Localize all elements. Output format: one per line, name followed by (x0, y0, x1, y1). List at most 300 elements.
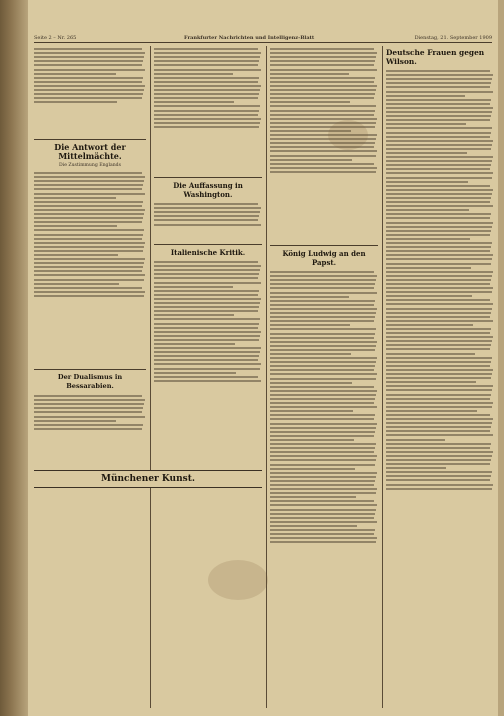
text-line (386, 389, 492, 391)
text-line (154, 355, 259, 357)
text-line (270, 60, 375, 62)
text-line (34, 81, 142, 83)
text-line (270, 398, 375, 400)
text-line (386, 398, 490, 400)
text-line (270, 414, 375, 416)
text-line (270, 287, 374, 289)
text-line (34, 250, 143, 252)
text-line (270, 382, 352, 384)
text-line (270, 85, 377, 87)
text-line (386, 303, 493, 305)
article-body (34, 46, 146, 136)
text-line (386, 181, 468, 183)
text-line (386, 385, 493, 387)
subhead-antwort: Die Zustimmung Englands (59, 163, 121, 168)
text-line (154, 363, 261, 365)
text-line (386, 103, 490, 105)
text-line (34, 73, 116, 75)
text-line (154, 93, 259, 95)
text-line (34, 213, 144, 215)
text-line (270, 480, 375, 482)
text-line (386, 189, 493, 191)
text-line (386, 168, 490, 170)
text-line (386, 160, 492, 162)
text-line (154, 114, 258, 116)
text-line (154, 372, 236, 374)
text-line (270, 496, 356, 498)
text-line (34, 197, 116, 199)
text-line (34, 89, 144, 91)
text-line (34, 101, 117, 103)
text-line (34, 411, 142, 413)
text-line (386, 365, 490, 367)
text-line (386, 295, 472, 297)
column-1 (34, 46, 146, 708)
text-line (270, 271, 374, 273)
text-line (386, 324, 473, 326)
text-line (154, 294, 258, 296)
text-line (34, 428, 142, 430)
newspaper-page (28, 0, 498, 716)
text-line (270, 279, 376, 281)
text-line (154, 331, 261, 333)
text-line (34, 407, 143, 409)
text-line (270, 150, 377, 152)
text-line (270, 509, 376, 511)
text-line (386, 164, 491, 166)
text-line (386, 299, 490, 301)
text-line (386, 426, 491, 428)
text-line (34, 399, 145, 401)
text-line (270, 114, 374, 116)
text-line (154, 290, 259, 292)
text-line (386, 144, 492, 146)
text-line (154, 69, 261, 71)
text-line (386, 430, 490, 432)
text-line (386, 279, 491, 281)
article-body (386, 68, 494, 708)
text-line (270, 378, 376, 380)
text-line (154, 286, 233, 288)
text-line (270, 541, 376, 543)
text-line (270, 93, 375, 95)
text-line (386, 107, 493, 109)
text-line (270, 333, 375, 335)
text-line (270, 410, 353, 412)
text-line (34, 52, 145, 54)
divider (154, 177, 262, 178)
headline-washington: Die Auffassung in Washington. (173, 181, 243, 199)
text-line (270, 110, 375, 112)
text-line (386, 377, 491, 379)
text-line (154, 56, 260, 58)
text-line (154, 219, 258, 221)
text-line (270, 283, 375, 285)
text-line (270, 296, 349, 298)
divider (34, 139, 146, 140)
text-line (270, 533, 374, 535)
column-4 (386, 46, 494, 708)
feature-headline-box (34, 470, 262, 488)
text-line (34, 64, 142, 66)
text-line (270, 320, 374, 322)
article-body (154, 259, 262, 449)
text-line (386, 471, 492, 473)
text-line (154, 261, 258, 263)
text-line (34, 279, 144, 281)
article-body (34, 170, 146, 366)
text-line (154, 207, 261, 209)
text-line (154, 327, 258, 329)
text-line (386, 479, 490, 481)
text-line (34, 395, 142, 397)
text-line (270, 406, 377, 408)
text-line (386, 217, 490, 219)
text-line (386, 136, 490, 138)
text-line (386, 332, 490, 334)
text-line (34, 93, 143, 95)
text-line (386, 316, 490, 318)
text-line (270, 118, 377, 120)
text-line (386, 213, 491, 215)
text-line (386, 123, 466, 125)
text-line (34, 48, 142, 50)
text-line (386, 287, 493, 289)
text-line (154, 306, 259, 308)
text-line (386, 475, 491, 477)
text-line (154, 310, 258, 312)
column-rule (382, 46, 383, 708)
text-line (386, 418, 493, 420)
text-line (386, 451, 493, 453)
text-line (34, 291, 145, 293)
text-line (270, 48, 374, 50)
text-line (34, 172, 142, 174)
text-line (154, 302, 260, 304)
text-line (270, 427, 376, 429)
text-line (34, 266, 143, 268)
text-line (270, 349, 375, 351)
text-line (270, 292, 377, 294)
text-line (270, 89, 376, 91)
text-line (386, 78, 492, 80)
text-line (154, 215, 259, 217)
text-line (34, 60, 143, 62)
text-line (154, 73, 233, 75)
text-line (154, 85, 261, 87)
text-line (270, 517, 374, 519)
text-line (270, 81, 374, 83)
text-line (154, 89, 260, 91)
headline-koenig-ludwig: König Ludwig an den Papst. (282, 249, 366, 267)
text-line (270, 312, 376, 314)
column-rule (150, 46, 151, 708)
text-line (270, 365, 375, 367)
text-line (154, 277, 258, 279)
text-line (386, 185, 490, 187)
text-line (270, 300, 375, 302)
text-line (154, 347, 261, 349)
text-line (154, 335, 260, 337)
text-line (154, 126, 259, 128)
text-line (386, 172, 493, 174)
text-line (270, 56, 376, 58)
text-line (270, 69, 377, 71)
text-line (34, 238, 142, 240)
text-line (34, 176, 145, 178)
text-line (34, 201, 143, 203)
text-line (270, 439, 354, 441)
text-line (154, 211, 260, 213)
text-line (270, 476, 376, 478)
text-line (270, 488, 377, 490)
text-line (270, 324, 350, 326)
text-line (386, 250, 490, 252)
text-line (34, 221, 142, 223)
text-line (154, 282, 261, 284)
text-line (386, 381, 476, 383)
text-line (270, 513, 375, 515)
text-line (386, 373, 492, 375)
text-line (386, 246, 491, 248)
text-line (386, 205, 493, 207)
text-line (386, 320, 493, 322)
text-line (386, 283, 490, 285)
text-line (386, 140, 493, 142)
text-line (34, 416, 145, 418)
text-line (386, 275, 492, 277)
text-line (386, 201, 490, 203)
text-line (270, 435, 374, 437)
text-line (270, 316, 375, 318)
text-line (154, 122, 260, 124)
text-line (386, 95, 465, 97)
column-rule (266, 46, 267, 708)
text-line (34, 77, 143, 79)
text-line (386, 312, 491, 314)
text-line (386, 455, 492, 457)
header-page-number: Seite 2 – Nr. 265 (34, 35, 77, 41)
text-line (154, 339, 259, 341)
text-line (154, 97, 258, 99)
text-line (154, 298, 261, 300)
text-line (386, 132, 491, 134)
text-line (386, 357, 492, 359)
text-line (270, 167, 377, 169)
text-line (386, 193, 492, 195)
text-line (270, 357, 377, 359)
text-line (386, 439, 445, 441)
text-line (386, 111, 492, 113)
text-line (270, 52, 377, 54)
text-line (270, 171, 376, 173)
text-line (386, 91, 493, 93)
text-line (270, 451, 374, 453)
text-line (386, 156, 493, 158)
text-line (34, 287, 142, 289)
text-line (386, 344, 491, 346)
text-line (34, 193, 145, 195)
text-line (270, 328, 376, 330)
text-line (270, 155, 376, 157)
column-2 (154, 46, 262, 708)
text-line (386, 308, 492, 310)
text-line (386, 242, 492, 244)
text-line (154, 343, 235, 345)
text-line (270, 390, 377, 392)
text-line (154, 376, 258, 378)
book-binding (0, 0, 28, 716)
text-line (386, 488, 492, 490)
text-line (34, 69, 145, 71)
text-line (270, 447, 375, 449)
text-line (386, 291, 492, 293)
text-line (386, 209, 469, 211)
text-line (270, 373, 377, 375)
text-line (386, 152, 467, 154)
text-line (270, 101, 350, 103)
text-line (386, 328, 491, 330)
text-line (154, 105, 260, 107)
text-line (386, 70, 490, 72)
text-line (34, 56, 144, 58)
text-line (270, 97, 374, 99)
text-line (386, 463, 490, 465)
text-line (386, 99, 491, 101)
text-line (270, 163, 374, 165)
text-line (34, 262, 144, 264)
text-line (270, 64, 374, 66)
paper-stain (328, 120, 368, 150)
headline-antwort: Die Antwort der Mittelmächte. (54, 142, 126, 161)
text-line (154, 368, 260, 370)
text-line (386, 238, 470, 240)
text-line (386, 148, 491, 150)
text-line (386, 254, 493, 256)
text-line (154, 318, 260, 320)
divider (270, 245, 378, 246)
text-line (154, 60, 259, 62)
text-line (154, 323, 259, 325)
header-masthead: Frankfurter Nachrichten und Intelligenz-Blatt (184, 35, 315, 41)
text-line (270, 521, 377, 523)
text-line (34, 274, 145, 276)
text-line (154, 269, 260, 271)
text-line (386, 348, 490, 350)
text-line (386, 406, 492, 408)
header-date: Dienstag, 21. September 1909 (414, 35, 492, 41)
text-line (270, 105, 376, 107)
text-line (386, 258, 492, 260)
text-line (386, 222, 493, 224)
text-line (270, 77, 375, 79)
text-line (34, 234, 143, 236)
text-line (270, 361, 376, 363)
text-line (154, 77, 259, 79)
divider (34, 369, 146, 370)
text-line (270, 418, 374, 420)
text-line (386, 197, 491, 199)
text-line (154, 118, 261, 120)
text-line (386, 340, 492, 342)
text-line (270, 159, 352, 161)
text-line (154, 101, 234, 103)
text-line (386, 410, 477, 412)
text-line (270, 492, 376, 494)
text-line (270, 472, 377, 474)
text-line (386, 336, 493, 338)
text-line (154, 203, 258, 205)
divider (154, 244, 262, 245)
text-line (34, 295, 144, 297)
text-line (270, 459, 376, 461)
text-line (154, 351, 260, 353)
text-line (34, 217, 143, 219)
text-line (34, 97, 142, 99)
text-line (270, 341, 377, 343)
text-line (270, 345, 376, 347)
text-line (386, 74, 493, 76)
text-line (34, 205, 142, 207)
text-line (386, 177, 492, 179)
text-line (386, 402, 493, 404)
text-line (154, 265, 261, 267)
text-line (270, 468, 355, 470)
headline-deutsche-frauen: Deutsche Frauen gegen Wilson. (386, 48, 485, 66)
article-body (34, 393, 146, 453)
text-line (154, 110, 259, 112)
text-line (386, 119, 490, 121)
text-line (386, 361, 491, 363)
article-body (270, 269, 378, 689)
text-line (270, 537, 377, 539)
text-line (34, 270, 142, 272)
text-line (34, 188, 142, 190)
text-line (154, 314, 234, 316)
text-line (386, 127, 492, 129)
text-line (270, 304, 374, 306)
text-line (154, 273, 259, 275)
text-line (386, 443, 491, 445)
text-line (270, 500, 374, 502)
text-line (270, 369, 374, 371)
text-line (386, 459, 491, 461)
text-line (270, 308, 377, 310)
page-header (34, 34, 492, 43)
text-line (270, 73, 349, 75)
text-line (386, 447, 490, 449)
text-line (386, 394, 491, 396)
text-line (386, 82, 491, 84)
text-line (270, 337, 374, 339)
text-line (270, 443, 376, 445)
text-line (270, 484, 374, 486)
text-line (34, 246, 144, 248)
text-line (270, 386, 374, 388)
text-line (34, 283, 119, 285)
text-line (34, 229, 144, 231)
text-line (386, 234, 490, 236)
text-line (270, 423, 377, 425)
headline-muenchener-kunst: Münchener Kunst. (100, 473, 195, 484)
text-line (270, 504, 377, 506)
text-line (34, 420, 116, 422)
text-line (386, 263, 491, 265)
headline-bessarabien: Der Dualismus in Bessarabien. (57, 373, 123, 390)
text-line (270, 455, 377, 457)
text-line (34, 258, 145, 260)
text-line (386, 414, 490, 416)
